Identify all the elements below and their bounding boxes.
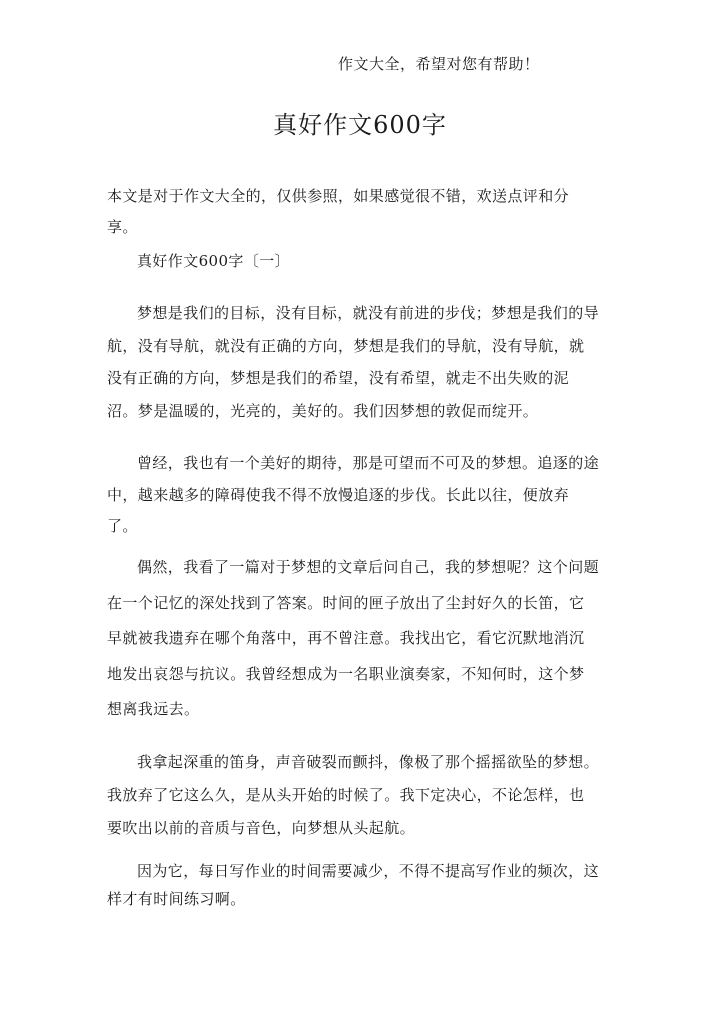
document-title: 真好作文600字 <box>273 111 447 139</box>
body-paragraph: 因为它，每日写作业的时间需要减少，不得不提高写作业的频次，这样才有时间练习啊。 <box>107 862 600 908</box>
intro-paragraph: 本文是对于作文大全的，仅供参照，如果感觉很不错，欢送点评和分享。 <box>107 187 570 236</box>
header-note: 作文大全，希望对您有帮助！ <box>338 55 540 73</box>
section-heading: 真好作文600字〔一〕 <box>137 252 291 270</box>
body-paragraph: 曾经，我也有一个美好的期待，那是可望而不可及的梦想。追逐的途中，越来越多的障碍使我不得不放慢追逐的步伐。长此以往，便放弃了。 <box>107 454 600 535</box>
body-paragraph: 我拿起深重的笛身，声音破裂而颤抖，像极了那个摇摇欲坠的梦想。我放弃了它这么久，是从头开始的时候了。我下定决心，不论怎样，也要吹出以前的音质与音色，向梦想从头起航。 <box>107 753 600 837</box>
body-paragraph: 偶然，我看了一篇对于梦想的文章后问自己，我的梦想呢？这个问题在一个记忆的深处找到了答案。时间的匣子放出了尘封好久的长笛，它早就被我遗弃在哪个角落中，再不曾注意。我找出它，看它沉默地消沉地发出哀怨与抗议。我曾经想成为一名职业演奏家，不知何时，这个梦想离我远去。 <box>107 558 600 718</box>
body-paragraph: 梦想是我们的目标，没有目标，就没有前进的步伐；梦想是我们的导航，没有导航，就没有正确的方向，梦想是我们的导航，没有导航，就没有正确的方向，梦想是我们的希望，没有希望，就走不出失败的泥沼。梦是温暖的，光亮的，美好的。我们因梦想的敦促而绽开。 <box>107 304 600 420</box>
